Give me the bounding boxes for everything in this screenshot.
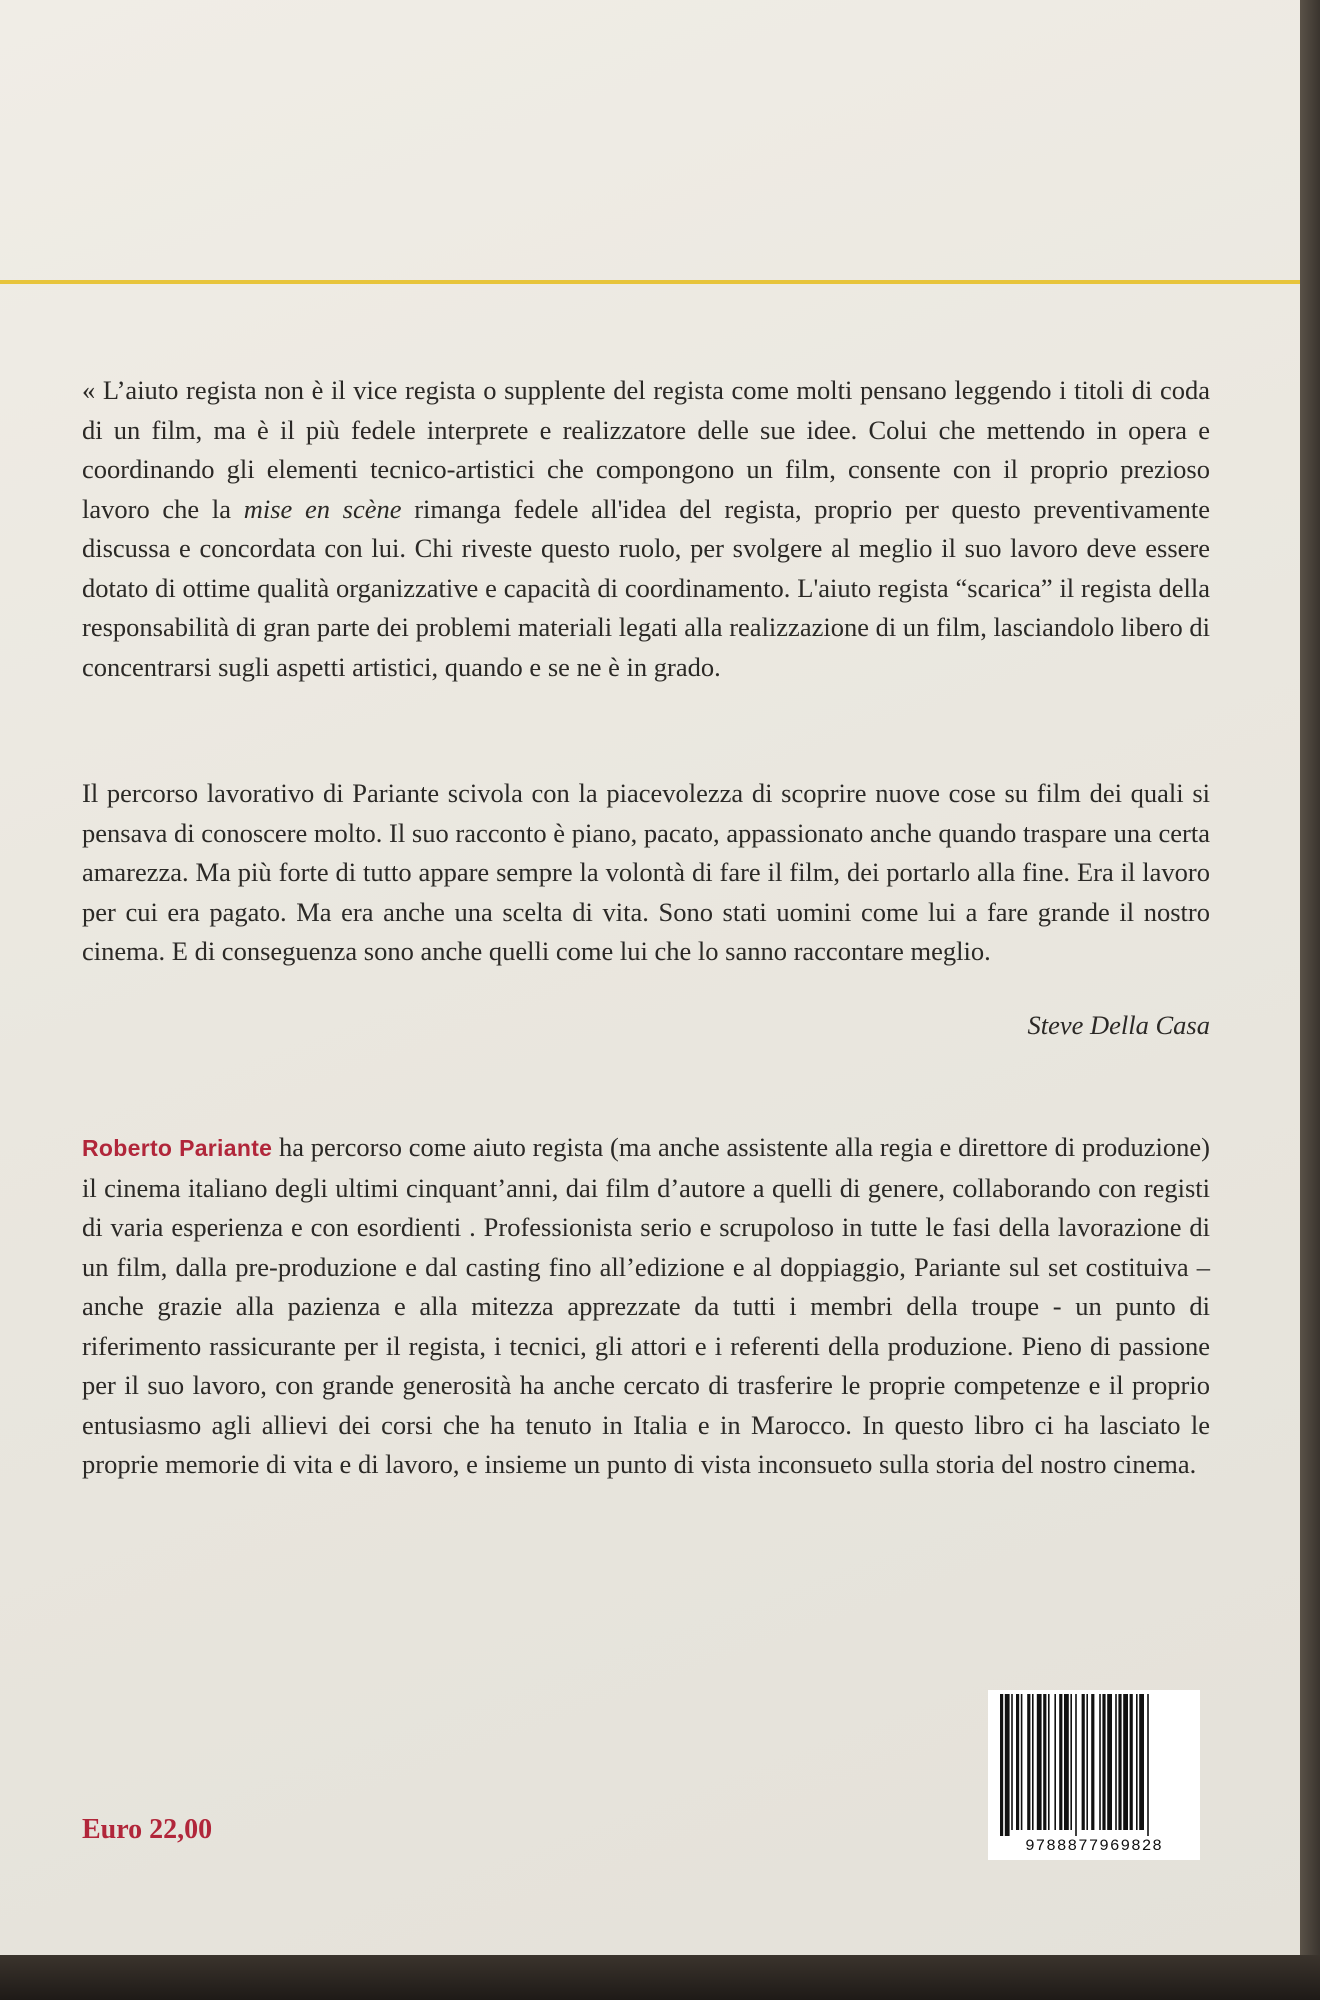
barcode-bar [1086,1694,1088,1830]
barcode-bar [1102,1694,1105,1830]
open-quote-mark: « [82,375,96,405]
author-bio [82,1128,1210,1485]
barcode-bar [1082,1694,1085,1830]
barcode-bar [1005,1694,1010,1836]
barcode-bar [1043,1694,1046,1830]
barcode-bar [1139,1694,1144,1830]
barcode-bar [1070,1694,1072,1830]
quote-1-emphasis: mise en scène [243,493,402,524]
yellow-divider-line [0,280,1300,284]
barcode [988,1690,1200,1860]
barcode-bar [1011,1694,1013,1830]
barcode-bar [1021,1694,1023,1830]
barcode-bar [1032,1694,1034,1830]
barcode-bar [1091,1694,1094,1830]
barcode-number: 9788877969828 [1025,1837,1163,1855]
barcode-bar [1130,1694,1133,1830]
barcode-bar [1016,1694,1019,1830]
quote-1-text-b: rimanga fedele all'idea del regista, proprio per questo preventivamente discussa e concordata con lui. Chi riveste questo ruolo, per svolgere al meglio il suo lavoro deve essere dotato di ottime qualità organizzative e capacità di coordinamento. L'aiuto regista “scarica” il regista della responsabilità di gran parte dei problemi materiali legati alla realizzazione di un film, lasciandolo libero di concentrarsi sugli aspetti artistici, quando e se ne è in grado. [82,493,1211,682]
barcode-bar [1000,1694,1003,1836]
price-label: Euro 22,00 [82,1814,213,1845]
bio-paragraph [82,1128,1210,1485]
barcode-bar [1118,1694,1121,1830]
barcode-bar [1059,1694,1062,1830]
barcode-bar [1123,1694,1128,1830]
barcode-bar [1107,1694,1112,1830]
barcode-bar [1147,1694,1149,1836]
barcode-bar [1075,1694,1077,1836]
barcode-bar [1037,1694,1042,1830]
quote-2-paragraph: Il percorso lavorativo di Pariante scivola con la piacevolezza di scoprire nuove cose su film dei quali si pensava di conoscere molto. Il suo racconto è piano, pacato, appassionato anche quando traspare una certa amarezza. Ma più forte di tutto appare sempre la volontà di fare il film, dei portarlo alla fine. Era il lavoro per cui era pagato. Ma era anche una scelta di vita. Sono stati uomini come lui a fare grande il nostro cinema. E di conseguenza sono anche quelli come lui che lo sanno raccontare meglio. [82,778,1210,966]
blurb-quote-1 [82,371,1210,687]
bio-text: ha percorso come aiuto regista (ma anche assistente alla regia e direttore di produzione) il cinema italiano degli ultimi cinquant’anni, dai film d’autore a quelli di genere, collaborando con registi di varia esperienza e con esordienti . Professionista serio e scrupoloso in tutte le fasi della lavorazione di un film, dalla pre-produzione e dal casting fino all’edizione e al doppiaggio, Pariante sul set costituiva – anche grazie alla pazienza e alla mitezza apprezzate da tutti i membri della troupe - un punto di riferimento rassicurante per il regista, i tecnici, gli attori e i referenti della produzione. Pieno di passione per il suo lavoro, con grande generosità ha anche cercato di trasferire le proprie competenze e il proprio entusiasmo agli allievi dei corsi che ha tenuto in Italia e in Marocco. In questo libro ci ha lasciato le proprie memorie di vita e di lavoro, e insieme un punto di vista inconsueto sulla storia del nostro cinema. [82,1132,1210,1479]
barcode-bar [1115,1694,1117,1830]
background-right-edge [1300,0,1320,2000]
quote-signature: Steve Della Casa [1027,1010,1210,1040]
barcode-bar [1054,1694,1056,1830]
barcode-bar [1136,1694,1138,1830]
background-bottom-edge [0,1955,1320,2000]
barcode-bar [1048,1694,1050,1830]
barcode-bar [1027,1694,1030,1830]
author-name: Roberto Pariante [82,1135,273,1161]
barcode-bar [1099,1694,1101,1830]
quote-1-paragraph [82,371,1210,687]
blurb-quote-2 [82,774,1210,972]
barcode-icon [988,1690,1200,1860]
barcode-bar [1064,1694,1069,1830]
quote-1-text-a: L’aiuto regista non è il vice regista o supplente del regista come molti pensano leggendo i titoli di coda di un film, ma è il più fedele interprete e realizzatore delle sue idee. Colui che mettendo in opera e coordinando gli elementi tecnico-artistici che compongono un film, consente con il proprio prezioso lavoro che la [82,375,1210,524]
